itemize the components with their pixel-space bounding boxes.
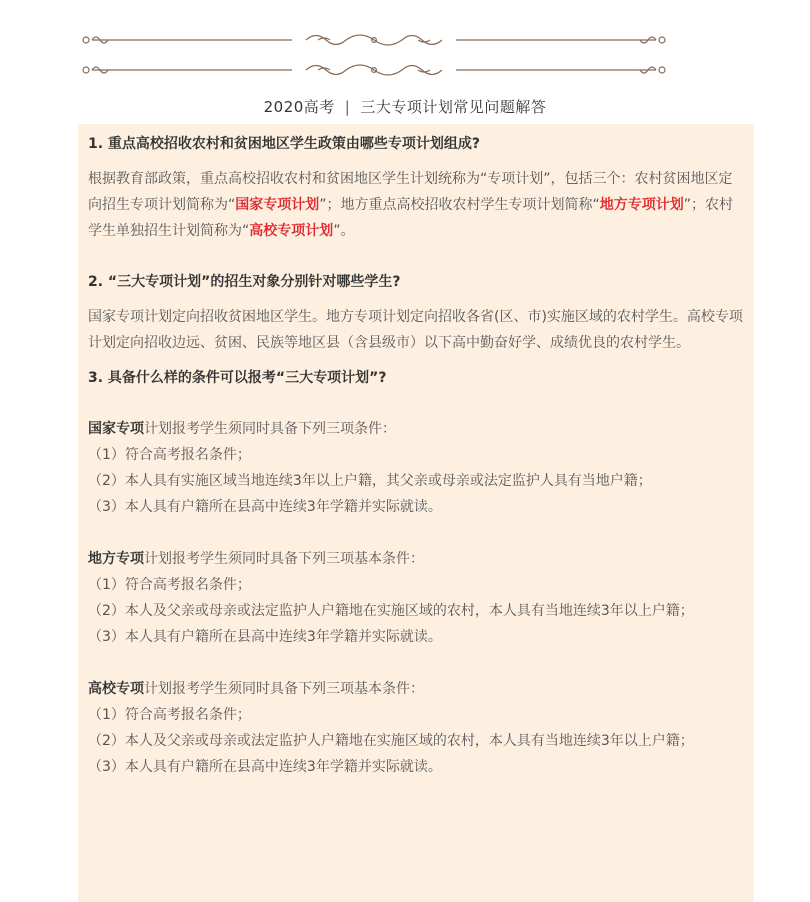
- answer-2: 国家专项计划定向招收贫困地区学生。地方专项计划定向招收各省(区、市)实施区域的农村学生。高校专项计划定向招收边远、贫困、民族等地区县（含县级市）以下高中勤奋好学、成绩优良的农村学生。: [88, 309, 743, 351]
- national-condition-3: （3）本人具有户籍所在县高中连续3年学籍并实际就读。: [88, 499, 442, 515]
- title-right: 三大专项计划常见问题解答: [360, 98, 547, 116]
- highlight-local-plan: 地方专项计划: [599, 197, 684, 213]
- national-plan-lead: [88, 416, 744, 442]
- university-plan-lead-text: 计划报考学生须同时具备下列三项基本条件：: [144, 681, 424, 697]
- highlight-university-plan: 高校专项计划: [249, 223, 334, 239]
- answer-1-text-d: ”。: [333, 223, 355, 239]
- national-condition-2: （2）本人具有实施区域当地连续3年以上户籍，其父亲或母亲或法定监护人具有当地户籍；: [88, 473, 652, 489]
- question-2: 2. “三大专项计划”的招生对象分别针对哪些学生?: [88, 274, 401, 290]
- question-1: 1. 重点高校招收农村和贫困地区学生政策由哪些专项计划组成?: [88, 136, 481, 152]
- title-left: 2020高考: [263, 98, 335, 116]
- local-plan-lead-text: 计划报考学生须同时具备下列三项基本条件：: [144, 551, 424, 567]
- local-condition-3: （3）本人具有户籍所在县高中连续3年学籍并实际就读。: [88, 629, 442, 645]
- answer-1-text-b: ”；地方重点高校招收农村学生专项计划简称“: [319, 197, 600, 213]
- ornament-divider-top: [78, 30, 670, 50]
- national-plan-lead-text: 计划报考学生须同时具备下列三项条件：: [144, 421, 396, 437]
- ornament-divider-bottom: [78, 60, 670, 80]
- university-condition-1: （1）符合高考报名条件；: [88, 707, 251, 723]
- university-condition-2: （2）本人及父亲或母亲或法定监护人户籍地在实施区域的农村，本人具有当地连续3年以上户籍；: [88, 733, 694, 749]
- local-plan-lead: [88, 546, 744, 572]
- page-title: [0, 96, 810, 117]
- answer-1: [88, 166, 744, 244]
- answer-1-text-c: ”；农村学生单独招生计划简称为“: [88, 197, 734, 239]
- title-separator: |: [344, 98, 351, 116]
- faq-panel: [78, 124, 754, 902]
- local-condition-1: （1）符合高考报名条件；: [88, 577, 251, 593]
- university-condition-3: （3）本人具有户籍所在县高中连续3年学籍并实际就读。: [88, 759, 442, 775]
- national-plan-label: 国家专项: [88, 421, 144, 437]
- national-condition-1: （1）符合高考报名条件；: [88, 447, 251, 463]
- local-plan-label: 地方专项: [88, 551, 144, 567]
- university-plan-label: 高校专项: [88, 681, 144, 697]
- local-condition-2: （2）本人及父亲或母亲或法定监护人户籍地在实施区域的农村，本人具有当地连续3年以上户籍；: [88, 603, 694, 619]
- answer-1-text-a: 根据教育部政策，重点高校招收农村和贫困地区学生计划统称为“专项计划”，包括三个：农村贫困地区定向招生专项计划简称为“: [88, 171, 733, 213]
- university-plan-lead: [88, 676, 744, 702]
- question-3: 3. 具备什么样的条件可以报考“三大专项计划”?: [88, 370, 387, 386]
- highlight-national-plan: 国家专项计划: [235, 197, 320, 213]
